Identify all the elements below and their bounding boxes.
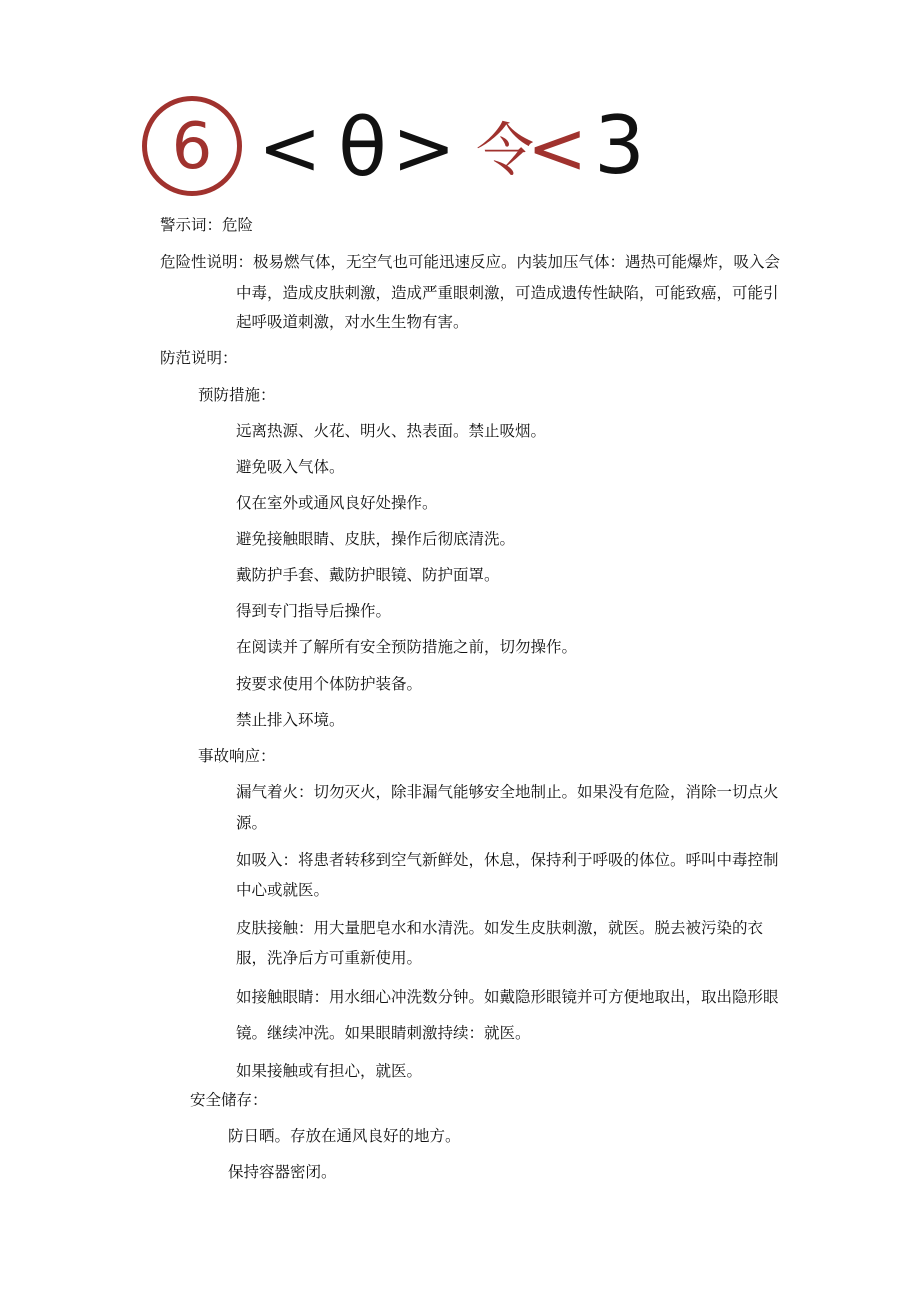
list-item: 戴防护手套、戴防护眼镜、防护面罩。: [236, 566, 500, 584]
list-item-continued: 镜。继续冲洗。如果眼睛刺激持续：就医。: [236, 1024, 531, 1042]
list-item: 保持容器密闭。: [228, 1163, 337, 1181]
prevention-title: 预防措施：: [198, 386, 276, 404]
list-item-continued: 源。: [236, 814, 268, 832]
list-item: 避免接触眼睛、皮肤，操作后彻底清洗。: [236, 530, 516, 548]
list-item: 在阅读并了解所有安全预防措施之前，切勿操作。: [236, 638, 578, 656]
list-item: 如接触眼睛：用水细心冲洗数分钟。如戴隐形眼镜并可方便地取出，取出隐形眼: [236, 988, 779, 1006]
less-than-red-symbol: <: [527, 106, 588, 190]
response-title: 事故响应：: [198, 747, 276, 765]
hazard-line: 起呼吸道刺激，对水生生物有害。: [236, 313, 469, 331]
storage-title: 安全储存：: [190, 1091, 268, 1109]
list-item-continued: 服，洗净后方可重新使用。: [236, 949, 423, 967]
circle-six-label: 6: [171, 110, 213, 184]
hazard-line: 极易燃气体，无空气也可能迅速反应。内装加压气体：遇热可能爆炸，吸入会: [253, 253, 781, 271]
signal-word: 警示词：危险: [160, 216, 254, 234]
hazard-line: 中毒，造成皮肤刺激，造成严重眼刺激，可造成遗传性缺陷，可能致癌，可能引: [236, 284, 779, 302]
theta-symbol: θ: [338, 101, 387, 194]
circle-six-icon: [142, 96, 242, 196]
list-item: 按要求使用个体防护装备。: [236, 675, 423, 693]
list-item: 皮肤接触：用大量肥皂水和水清洗。如发生皮肤刺激，就医。脱去被污染的衣: [236, 919, 764, 937]
ling-symbol: 令: [476, 116, 535, 184]
list-item: 漏气着火：切勿灭火，除非漏气能够安全地制止。如果没有危险，消除一切点火: [236, 783, 779, 801]
list-item: 禁止排入环境。: [236, 711, 345, 729]
list-item: 防日晒。存放在通风良好的地方。: [228, 1127, 461, 1145]
list-item: 如果接触或有担心，就医。: [236, 1062, 423, 1080]
list-item: 远离热源、火花、明火、热表面。禁止吸烟。: [236, 422, 547, 440]
precaution-title: 防范说明：: [160, 349, 238, 367]
three-symbol: 3: [594, 99, 645, 192]
list-item: 仅在室外或通风良好处操作。: [236, 494, 438, 512]
list-item: 得到专门指导后操作。: [236, 602, 392, 620]
list-item: 如吸入：将患者转移到空气新鲜处，休息，保持利于呼吸的体位。呼叫中毒控制: [236, 851, 779, 869]
hazard-label: 危险性说明：: [160, 253, 254, 271]
greater-than-symbol: >: [392, 103, 456, 192]
list-item: 避免吸入气体。: [236, 458, 345, 476]
less-than-symbol: <: [258, 103, 322, 192]
list-item-continued: 中心或就医。: [236, 881, 330, 899]
